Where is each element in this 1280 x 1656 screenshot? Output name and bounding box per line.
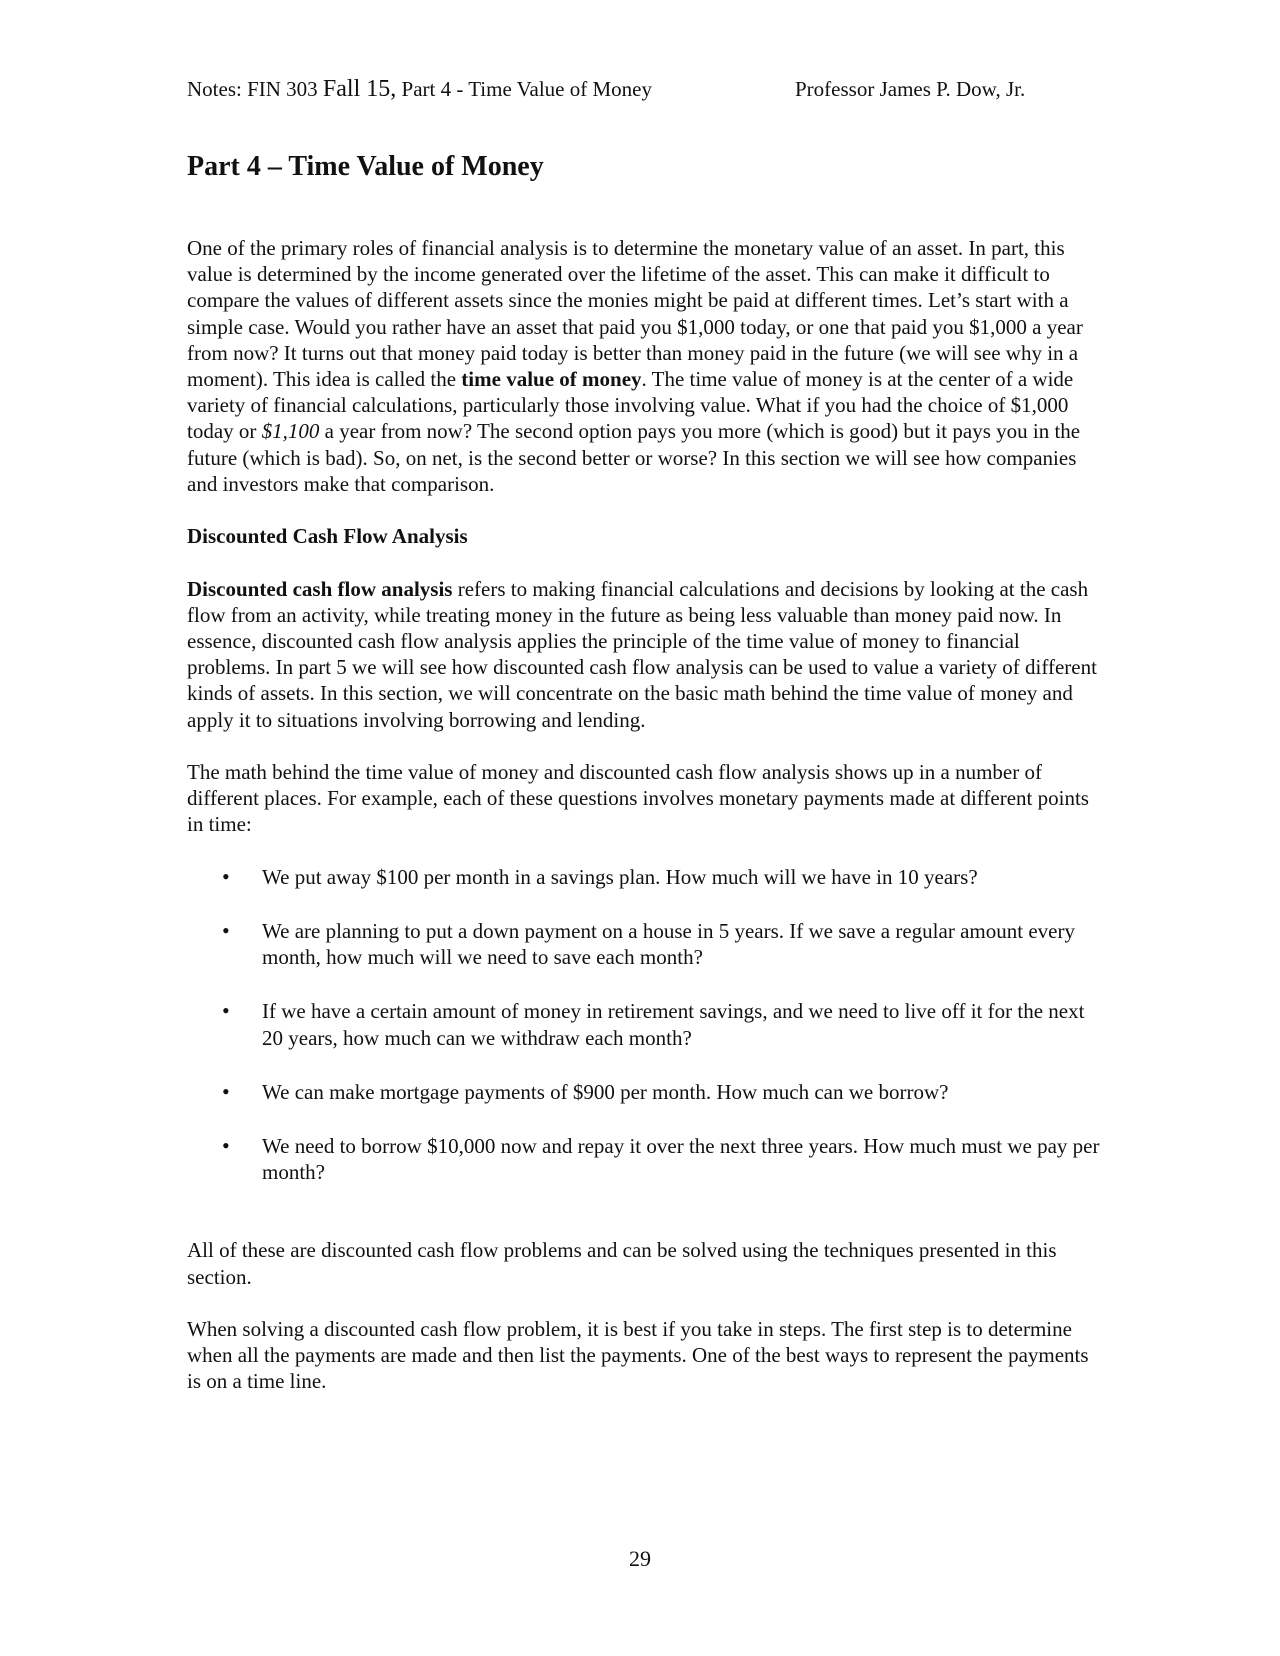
- header-course-pre: Notes: FIN 303: [187, 77, 323, 101]
- question-list: [187, 864, 1102, 1186]
- intro-italic-amount: $1,100: [261, 419, 320, 444]
- intro-bold-term: time value of money: [461, 367, 642, 392]
- list-item: [187, 998, 1102, 1050]
- list-item-text: We can make mortgage payments of $900 per month. How much can we borrow?: [262, 1079, 949, 1104]
- dcf-definition-paragraph: [187, 576, 1102, 733]
- header-professor: Professor James P. Dow, Jr.: [795, 77, 1026, 101]
- intro-paragraph: [187, 235, 1102, 497]
- math-intro-paragraph: The math behind the time value of money and discounted cash flow analysis shows up in a number of different places. For example, each of these questions involves monetary payments made at different points in time:: [187, 760, 1089, 837]
- bullet-icon: •: [222, 998, 230, 1024]
- page-title: Part 4 – Time Value of Money: [187, 151, 544, 182]
- list-item-text: If we have a certain amount of money in retirement savings, and we need to live off it for the next 20 years, how much can we withdraw each month?: [262, 999, 1085, 1050]
- dcf-lead-text: refers to making financial calculations and decisions by looking at the cash flow from an activity, while treating money in the future as being less valuable than money paid now. In essence, discounted cash flow analysis applies the principle of the time value of money to financial problems. In part 5 we will see how discounted cash flow analysis can be used to value a variety of different kinds of assets. In this section, we will concentrate on the basic math behind the time value of money and apply it to situations involving borrowing and lending.: [187, 576, 1097, 732]
- bullet-icon: •: [222, 918, 230, 944]
- steps-paragraph: When solving a discounted cash flow problem, it is best if you take in steps. The first step is to determine when all the payments are made and then list the payments. One of the best ways to represent the payments is on a time line.: [187, 1317, 1089, 1394]
- header-course-post: Part 4 - Time Value of Money: [396, 77, 652, 101]
- list-item-text: We are planning to put a down payment on a house in 5 years. If we save a regular amount every month, how much will we need to save each month?: [262, 919, 1075, 970]
- bullet-icon: •: [222, 1078, 230, 1104]
- list-item: [187, 1133, 1102, 1185]
- list-item: [187, 1079, 1102, 1105]
- summary-paragraph: All of these are discounted cash flow problems and can be solved using the techniques presented in this section.: [187, 1238, 1057, 1289]
- header-course: [187, 76, 652, 102]
- bullet-icon: •: [222, 1133, 230, 1159]
- intro-text-1: One of the primary roles of financial analysis is to determine the monetary value of an asset. In part, this value is determined by the income generated over the lifetime of the asset. This can make it difficult to compare the values of different assets since the monies might be paid at different times. Let’s start with a simple case. Would you rather have an asset that paid you $1,000 today, or one that paid you $1,000 a year from now? It turns out that money paid today is better than money paid in the future (we will see why in a moment). This idea is called the: [187, 236, 1083, 392]
- intro-text-3: a year from now? The second option pays you more (which is good) but it pays you in the future (which is bad). So, on net, is the second better or worse? In this section we will see how companies and investors make that comparison.: [187, 419, 1081, 496]
- list-item-text: We need to borrow $10,000 now and repay it over the next three years. How much must we pay per month?: [262, 1134, 1100, 1185]
- bullet-icon: •: [222, 863, 230, 889]
- page-number: 29: [629, 1546, 651, 1571]
- intro-text-2: . The time value of money is at the center of a wide variety of financial calculations, particularly those involving value. What if you had the choice of $1,000 today or: [187, 367, 1074, 444]
- header-course-term: Fall 15,: [322, 76, 397, 102]
- list-item: [187, 918, 1102, 970]
- document-body: [187, 235, 1102, 1421]
- list-item-text: We put away $100 per month in a savings plan. How much will we have in 10 years?: [262, 864, 978, 889]
- section-heading: Discounted Cash Flow Analysis: [187, 524, 468, 549]
- list-item: [187, 864, 1102, 890]
- dcf-lead-bold: Discounted cash flow analysis: [187, 576, 453, 601]
